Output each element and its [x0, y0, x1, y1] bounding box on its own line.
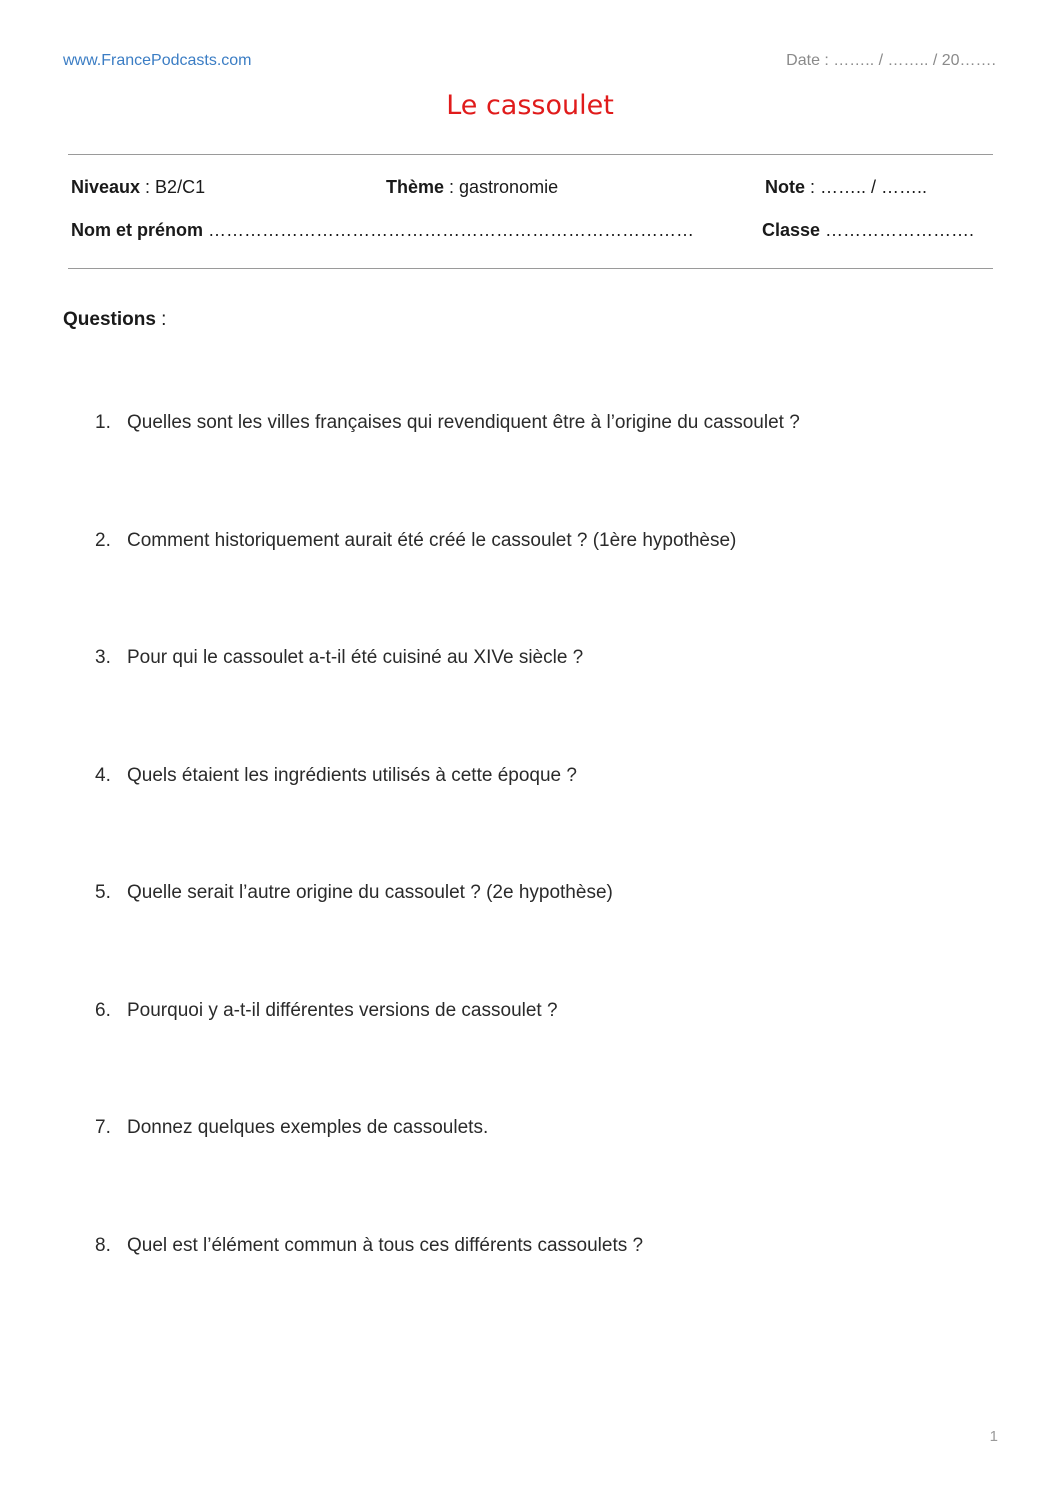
top-divider [68, 154, 993, 155]
question-item [95, 412, 975, 434]
page-title: Le cassoulet [446, 90, 614, 121]
niveaux-field [71, 177, 205, 198]
question-number: 4. [95, 765, 111, 786]
note-value: : …….. / …….. [805, 177, 928, 197]
question-item [95, 882, 975, 904]
questions-heading-suffix: : [155, 309, 167, 330]
niveaux-label: Niveaux [71, 177, 141, 197]
nom-value: ……………………………………………………………………… [203, 220, 695, 240]
page-number: 1 [989, 1428, 998, 1445]
question-item [95, 1235, 975, 1257]
question-text: Quel est l’élément commun à tous ces différents cassoulets ? [127, 1235, 644, 1256]
nom-label: Nom et prénom [71, 220, 204, 240]
questions-heading-label: Questions [63, 309, 156, 330]
question-item [95, 1117, 975, 1139]
question-number: 2. [95, 530, 111, 551]
theme-field [386, 177, 558, 198]
question-number: 8. [95, 1235, 111, 1256]
question-text: Comment historiquement aurait été créé le cassoulet ? (1ère hypothèse) [127, 530, 737, 551]
question-text: Pourquoi y a-t-il différentes versions de cassoulet ? [127, 1000, 558, 1021]
classe-value: ……………………. [820, 220, 975, 240]
theme-label: Thème [386, 177, 445, 197]
question-item [95, 530, 975, 552]
classe-field [762, 220, 974, 241]
question-number: 1. [95, 412, 111, 433]
niveaux-value: : B2/C1 [140, 177, 206, 197]
theme-value: : gastronomie [444, 177, 559, 197]
nom-field [71, 220, 694, 241]
site-link[interactable]: www.FrancePodcasts.com [63, 52, 252, 69]
note-field [765, 177, 927, 198]
question-text: Donnez quelques exemples de cassoulets. [127, 1117, 489, 1138]
question-number: 7. [95, 1117, 111, 1138]
question-item [95, 1000, 975, 1022]
question-item [95, 647, 975, 669]
classe-label: Classe [762, 220, 821, 240]
question-text: Quelle serait l’autre origine du cassoulet ? (2e hypothèse) [127, 882, 613, 903]
date-line: Date : …….. / …….. / 20……. [786, 52, 996, 69]
question-text: Quelles sont les villes françaises qui revendiquent être à l’origine du cassoulet ? [127, 412, 800, 433]
note-label: Note [765, 177, 805, 197]
question-text: Pour qui le cassoulet a-t-il été cuisiné au XIVe siècle ? [127, 647, 584, 668]
question-item [95, 765, 975, 787]
question-number: 3. [95, 647, 111, 668]
question-number: 5. [95, 882, 111, 903]
questions-heading [63, 309, 166, 331]
question-number: 6. [95, 1000, 111, 1021]
question-text: Quels étaient les ingrédients utilisés à cette époque ? [127, 765, 577, 786]
bottom-divider [68, 268, 993, 269]
